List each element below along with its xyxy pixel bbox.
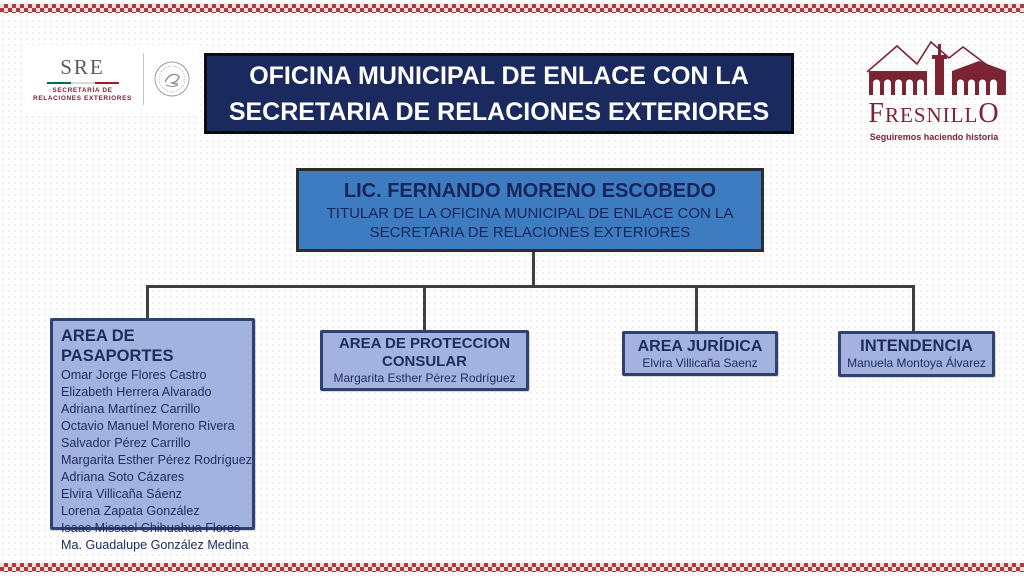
member-name: Salvador Pérez Carrillo [61, 436, 191, 450]
mexico-seal-icon [152, 58, 192, 100]
member-name: Adriana Martínez Carrillo [61, 402, 201, 416]
dept-box-proteccion-consular [320, 330, 529, 391]
slide-title-line2: SECRETARIA DE RELACIONES EXTERIORES [228, 97, 770, 126]
connector-horizontal [146, 285, 915, 288]
dept-title-pasaportes: AREA DE PASAPORTES [61, 327, 174, 365]
member-name: Omar Jorge Flores Castro [61, 368, 207, 382]
slide-title [204, 53, 794, 134]
fresnillo-tagline: Seguiremos haciendo historia [869, 132, 999, 142]
fresnillo-emblem-icon [851, 38, 1017, 96]
sre-logo [25, 45, 197, 113]
sre-acronym: SRE [60, 55, 105, 79]
decorative-band-top [0, 4, 1024, 13]
connector-root-riser [532, 252, 535, 288]
slide-title-line1: OFICINA MUNICIPAL DE ENLACE CON LA [249, 61, 749, 90]
sre-caption-line1: SECRETARÍA DE [52, 87, 113, 94]
member-name: Margarita Esther Pérez Rodríguez [333, 371, 516, 385]
dept-box-juridica [622, 331, 778, 376]
org-root-name: LIC. FERNANDO MORENO ESCOBEDO [343, 180, 717, 202]
fresnillo-wordmark [845, 98, 1023, 131]
fresnillo-logo [845, 38, 1023, 142]
connector-drop-juridica [695, 285, 698, 333]
member-name: Margarita Esther Pérez Rodríguez [61, 453, 253, 467]
fresnillo-wordmark-mid: RESNILL [885, 103, 979, 127]
fresnillo-wordmark-o: O [978, 98, 1000, 129]
member-name: Lorena Zapata González [61, 504, 200, 518]
member-name: Ma. Guadalupe González Medina [61, 538, 249, 552]
sre-wordmark [30, 55, 135, 103]
org-root-title [327, 204, 734, 242]
member-name: Isaac Missael Chihuahua Flores [61, 521, 241, 535]
dept-title-intendencia: INTENDENCIA [860, 337, 973, 355]
member-name: Elvira Villicaña Saenz [642, 356, 758, 370]
member-name: Manuela Montoya Álvarez [847, 356, 986, 370]
decorative-band-bottom [0, 563, 1024, 572]
member-name: Adriana Soto Cázares [61, 470, 185, 484]
dept-title-proteccion-consular: AREA DE PROTECCION CONSULAR [338, 335, 511, 370]
sre-tricolor-line [47, 82, 119, 84]
member-name: Elizabeth Herrera Alvarado [61, 385, 212, 399]
member-name: Elvira Villicaña Sáenz [61, 487, 182, 501]
dept-box-pasaportes [50, 318, 255, 552]
dept-title-juridica: AREA JURÍDICA [637, 338, 763, 355]
sre-divider [143, 53, 144, 105]
connector-drop-pasaportes [146, 285, 149, 320]
connector-drop-intendencia [912, 285, 915, 333]
org-root-title-line2: SECRETARIA DE RELACIONES EXTERIORES [369, 224, 691, 241]
sre-caption-line2: RELACIONES EXTERIORES [33, 95, 132, 102]
org-root-title-line1: TITULAR DE LA OFICINA MUNICIPAL DE ENLACE CON LA [326, 205, 734, 222]
member-name: Octavio Manuel Moreno Rivera [61, 419, 235, 433]
org-root-box [296, 168, 764, 252]
sre-caption [30, 87, 135, 103]
dept-box-intendencia [838, 331, 995, 377]
fresnillo-wordmark-f: F [868, 98, 885, 129]
connector-drop-consular [423, 285, 426, 332]
